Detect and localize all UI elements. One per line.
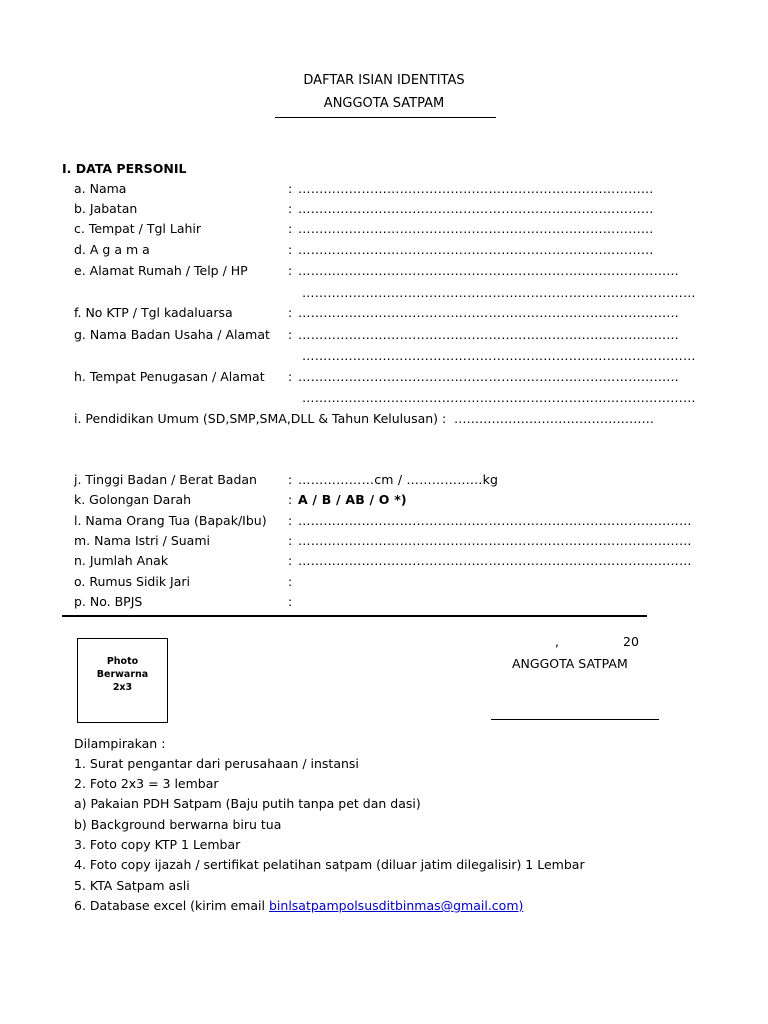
field-colon: : bbox=[288, 533, 293, 548]
field-value-tempat-penugasan-line2: ………………………………………………………………………………… bbox=[302, 390, 696, 405]
title-underline bbox=[275, 117, 496, 118]
field-label-rumus-sidik-jari: o. Rumus Sidik Jari bbox=[74, 574, 190, 589]
field-colon: : bbox=[288, 201, 293, 216]
field-value-agama: ………………………………………………………………………… bbox=[298, 242, 654, 257]
photo-placeholder-box bbox=[77, 638, 168, 723]
field-label-nama: a. Nama bbox=[74, 181, 127, 196]
field-value-alamat-rumah-line2: ………………………………………………………………………………… bbox=[302, 285, 696, 300]
field-colon: : bbox=[288, 574, 293, 589]
signature-year: 20 bbox=[623, 634, 639, 649]
field-colon: : bbox=[288, 327, 293, 342]
attachment-item: 4. Foto copy ijazah / sertifikat pelatihan satpam (diluar jatim dilegalisir) 1 Lembar bbox=[74, 857, 585, 872]
field-label-tempat-penugasan: h. Tempat Penugasan / Alamat bbox=[74, 369, 265, 384]
field-label-jabatan: b. Jabatan bbox=[74, 201, 138, 216]
field-label-badan-usaha: g. Nama Badan Usaha / Alamat bbox=[74, 327, 270, 342]
field-value-pendidikan: ………………………………………… bbox=[454, 411, 654, 426]
field-colon: : bbox=[288, 553, 293, 568]
field-value-tempat-tgl-lahir: ………………………………………………………………………… bbox=[298, 221, 654, 236]
attachment-item: b) Background berwarna biru tua bbox=[74, 817, 282, 832]
attachments-heading: Dilampirakan : bbox=[74, 736, 166, 751]
field-colon: : bbox=[288, 472, 293, 487]
field-label-alamat-rumah: e. Alamat Rumah / Telp / HP bbox=[74, 263, 248, 278]
signature-place-comma: , bbox=[555, 634, 559, 649]
attachment-item-database bbox=[74, 898, 523, 913]
field-label-jumlah-anak: n. Jumlah Anak bbox=[74, 553, 169, 568]
field-colon: : bbox=[288, 369, 293, 384]
photo-label-line3: 2x3 bbox=[112, 682, 133, 693]
document-title-line2: ANGGOTA SATPAM bbox=[323, 96, 445, 111]
field-value-badan-usaha: ……………………………………………………………………………… bbox=[298, 327, 679, 342]
field-label-agama: d. A g a m a bbox=[74, 242, 150, 257]
field-value-nama-orang-tua: ………………………………………………………………………………… bbox=[298, 513, 692, 528]
attachment-item: 3. Foto copy KTP 1 Lembar bbox=[74, 837, 241, 852]
field-colon: : bbox=[288, 242, 293, 257]
field-label-golongan-darah: k. Golongan Darah bbox=[74, 492, 192, 507]
field-colon: : bbox=[288, 492, 293, 507]
photo-label-line2: Berwarna bbox=[96, 669, 149, 680]
field-label-tempat-tgl-lahir: c. Tempat / Tgl Lahir bbox=[74, 221, 202, 236]
attachment-item: 5. KTA Satpam asli bbox=[74, 878, 190, 893]
field-value-badan-usaha-line2: ………………………………………………………………………………… bbox=[302, 348, 696, 363]
photo-label-line1: Photo bbox=[106, 656, 139, 667]
section-heading: I. DATA PERSONIL bbox=[62, 161, 187, 176]
field-value-alamat-rumah: ……………………………………………………………………………… bbox=[298, 263, 679, 278]
field-label-no-ktp: f. No KTP / Tgl kadaluarsa bbox=[74, 305, 233, 320]
attachment-database-text: 6. Database excel (kirim email bbox=[74, 898, 269, 913]
field-label-tinggi-berat: j. Tinggi Badan / Berat Badan bbox=[74, 472, 257, 487]
field-value-jumlah-anak: ………………………………………………………………………………… bbox=[298, 553, 692, 568]
field-value-golongan-darah: A / B / AB / O *) bbox=[298, 492, 407, 507]
field-colon: : bbox=[288, 263, 293, 278]
field-label-pendidikan: i. Pendidikan Umum (SD,SMP,SMA,DLL & Tahun Kelulusan) : bbox=[74, 411, 447, 426]
attachment-item: 2. Foto 2x3 = 3 lembar bbox=[74, 776, 219, 791]
field-value-nama-istri-suami: ………………………………………………………………………………… bbox=[298, 533, 692, 548]
field-colon: : bbox=[288, 181, 293, 196]
field-colon: : bbox=[288, 221, 293, 236]
attachment-item: 1. Surat pengantar dari perusahaan / instansi bbox=[74, 756, 359, 771]
field-value-tinggi-berat: ………………cm / ………………kg bbox=[298, 472, 499, 487]
signature-line bbox=[491, 719, 659, 720]
field-colon: : bbox=[288, 305, 293, 320]
email-link[interactable]: binlsatpampolsusditbinmas@gmail.com) bbox=[268, 898, 524, 913]
field-colon: : bbox=[288, 594, 293, 609]
field-value-nama: ………………………………………………………………………… bbox=[298, 181, 654, 196]
field-label-nama-istri-suami: m. Nama Istri / Suami bbox=[74, 533, 210, 548]
field-value-tempat-penugasan: ……………………………………………………………………………… bbox=[298, 369, 679, 384]
field-label-no-bpjs: p. No. BPJS bbox=[74, 594, 143, 609]
field-value-jabatan: ………………………………………………………………………… bbox=[298, 201, 654, 216]
field-colon: : bbox=[288, 513, 293, 528]
field-value-no-ktp: ……………………………………………………………………………… bbox=[298, 305, 679, 320]
field-label-nama-orang-tua: l. Nama Orang Tua (Bapak/Ibu) bbox=[74, 513, 267, 528]
signature-role: ANGGOTA SATPAM bbox=[512, 656, 628, 671]
attachment-item: a) Pakaian PDH Satpam (Baju putih tanpa pet dan dasi) bbox=[74, 796, 421, 811]
document-title-line1: DAFTAR ISIAN IDENTITAS bbox=[303, 73, 465, 88]
section-divider bbox=[62, 615, 647, 617]
